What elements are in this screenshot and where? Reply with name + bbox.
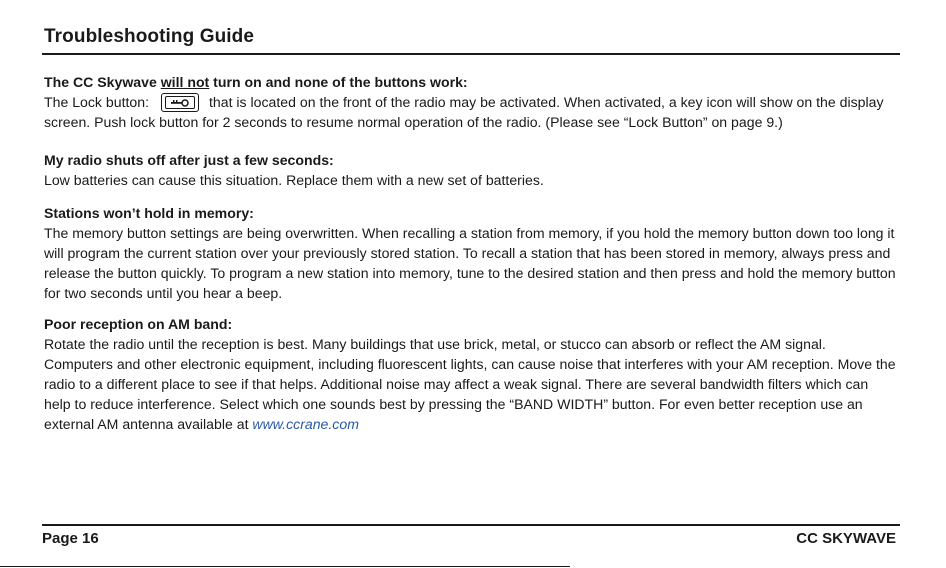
heading-emphasis: will not [160,74,210,90]
header-divider [42,53,900,55]
section-lock [44,72,896,132]
section-body: The memory button settings are being overwritten. When recalling a station from memory, if you hold the memory button down too long it will program the current station over your previously stored station. To recall a station that has been stored in memory, always press and release the button quickly. To program a new station into memory, tune to the desired station and then press and hold the memory button for two seconds until you hear a beep. [44,225,896,301]
page-title: Troubleshooting Guide [44,26,255,47]
page-edge-line [0,566,570,567]
body-text-start: The Lock button: [44,94,149,110]
section-body [44,334,896,434]
section-body [44,92,896,132]
section-heading: Stations won’t hold in memory: [44,205,254,221]
key-icon [161,93,199,112]
section-body: Low batteries can cause this situation. Replace them with a new set of batteries. [44,172,544,188]
section-heading [44,72,896,92]
body-text: Rotate the radio until the reception is best. Many buildings that use brick, metal, or stucco can absorb or reflect the AM signal. Computers and other electronic equipment, including fluorescent lights, can cause noise that interferes with your AM reception. Move the radio to a different place to see if that helps. Additional noise may affect a weak signal. There are several bandwidth filters which can help to reduce interference. Select which one sounds best by pressing the “BAND WIDTH” button. For even better reception use an external AM antenna available at [44,336,896,432]
footer-divider [42,524,900,526]
section-am-reception [44,314,896,434]
section-memory [44,203,896,303]
brand-name: CC SKYWAVE [796,530,896,547]
page-number: Page 16 [42,530,99,547]
website-link[interactable]: www.ccrane.com [252,416,359,432]
heading-text-end: turn on and none of the buttons work: [209,74,468,90]
section-heading: Poor reception on AM band: [44,316,233,332]
section-heading: My radio shuts off after just a few seconds: [44,152,334,168]
heading-text: The CC Skywave [44,74,161,90]
body-text-end: that is located on the front of the radio may be activated. When activated, a key icon will show on the display screen. Push lock button for 2 seconds to resume normal operation of the radio. (Please see “Lock Button” on page 9.) [44,94,884,130]
section-shutoff [44,150,896,190]
